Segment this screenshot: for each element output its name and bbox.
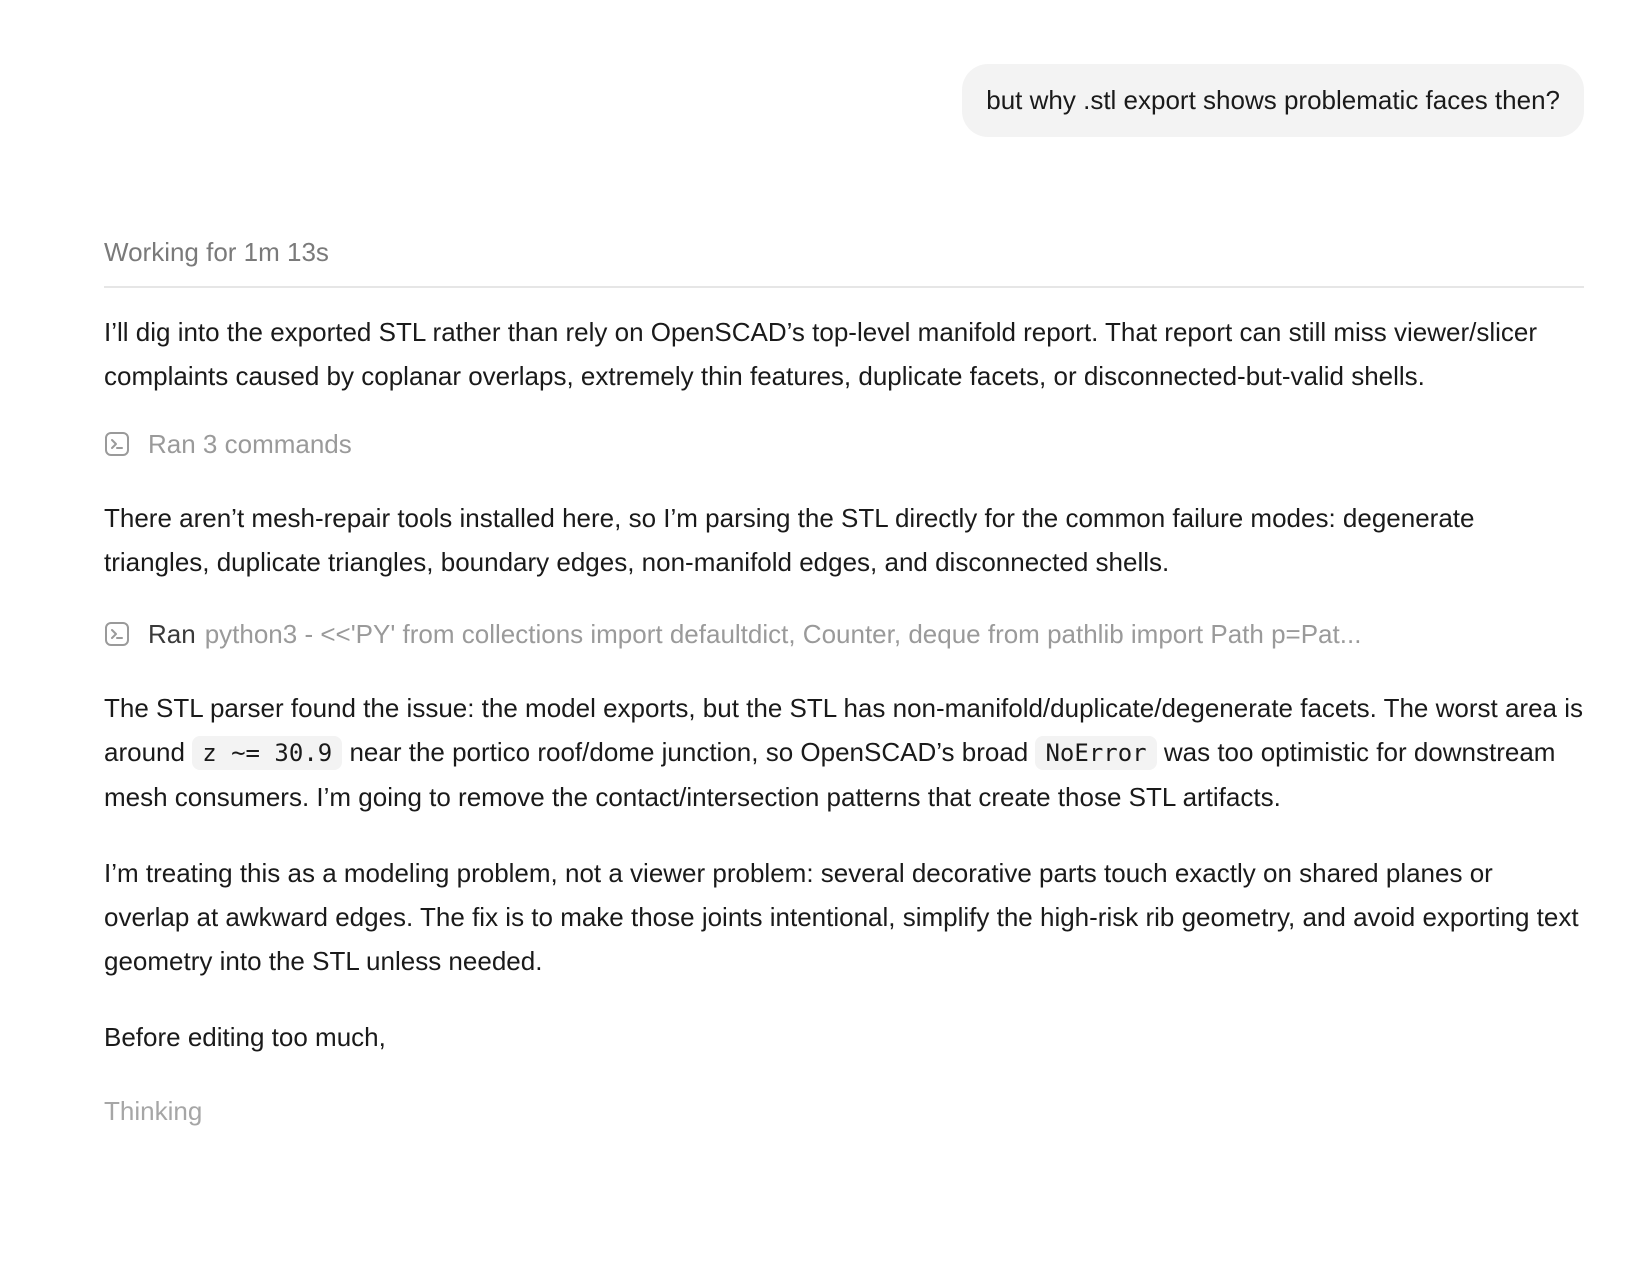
- user-message-bubble: but why .stl export shows problematic faces then?: [962, 64, 1584, 137]
- paragraph-3-part-1: The STL parser found the issue: the model exports, but the STL has non-manifold/duplicate/degenerate facets. The worst area is around: [104, 693, 1583, 767]
- inline-code-noerror: NoError: [1035, 736, 1156, 770]
- assistant-response: [104, 232, 1584, 1131]
- assistant-paragraph-5: Before editing too much,: [104, 1022, 386, 1052]
- assistant-paragraph-4: I’m treating this as a modeling problem, not a viewer problem: several decorative parts touch exactly on shared planes or overlap at awkward edges. The fix is to make those joints intentional, simplify the high-risk rib geometry, and avoid exporting text geometry into the STL unless needed.: [104, 858, 1579, 976]
- thinking-status: Thinking: [104, 1096, 203, 1126]
- inline-code-z-value: z ~= 30.9: [192, 736, 342, 770]
- command-text: python3 - <<'PY' from collections import defaultdict, Counter, deque from pathlib import Path p=Pat...: [204, 618, 1362, 649]
- assistant-paragraph-2: There aren’t mesh-repair tools installed here, so I’m parsing the STL directly for the common failure modes: degenerate triangles, duplicate triangles, boundary edges, non-manifold edges, and disconnected shells.: [104, 503, 1475, 577]
- assistant-paragraph-1: I’ll dig into the exported STL rather than rely on OpenSCAD’s top-level manifold report. That report can still miss viewer/slicer complaints caused by coplanar overlaps, extremely thin features, duplicate facets, or disconnected-but-valid shells.: [104, 317, 1538, 391]
- command-ran-label: Ran: [148, 618, 196, 649]
- paragraph-3-part-2: near the portico roof/dome junction, so OpenSCAD’s broad: [342, 737, 1036, 767]
- working-status[interactable]: Working for 1m 13s: [104, 232, 1584, 288]
- paragraph-3-part-3: was too optimistic for downstream mesh consumers. I’m going to remove the contact/intersection patterns that create those STL artifacts.: [104, 737, 1556, 812]
- assistant-paragraph-3: [104, 686, 1584, 819]
- commands-summary-label: Ran 3 commands: [148, 428, 352, 459]
- user-message-row: [962, 64, 1584, 137]
- commands-summary-row[interactable]: [104, 424, 1584, 464]
- terminal-icon: [104, 621, 130, 647]
- command-row[interactable]: [104, 614, 1584, 654]
- terminal-icon: [104, 431, 130, 457]
